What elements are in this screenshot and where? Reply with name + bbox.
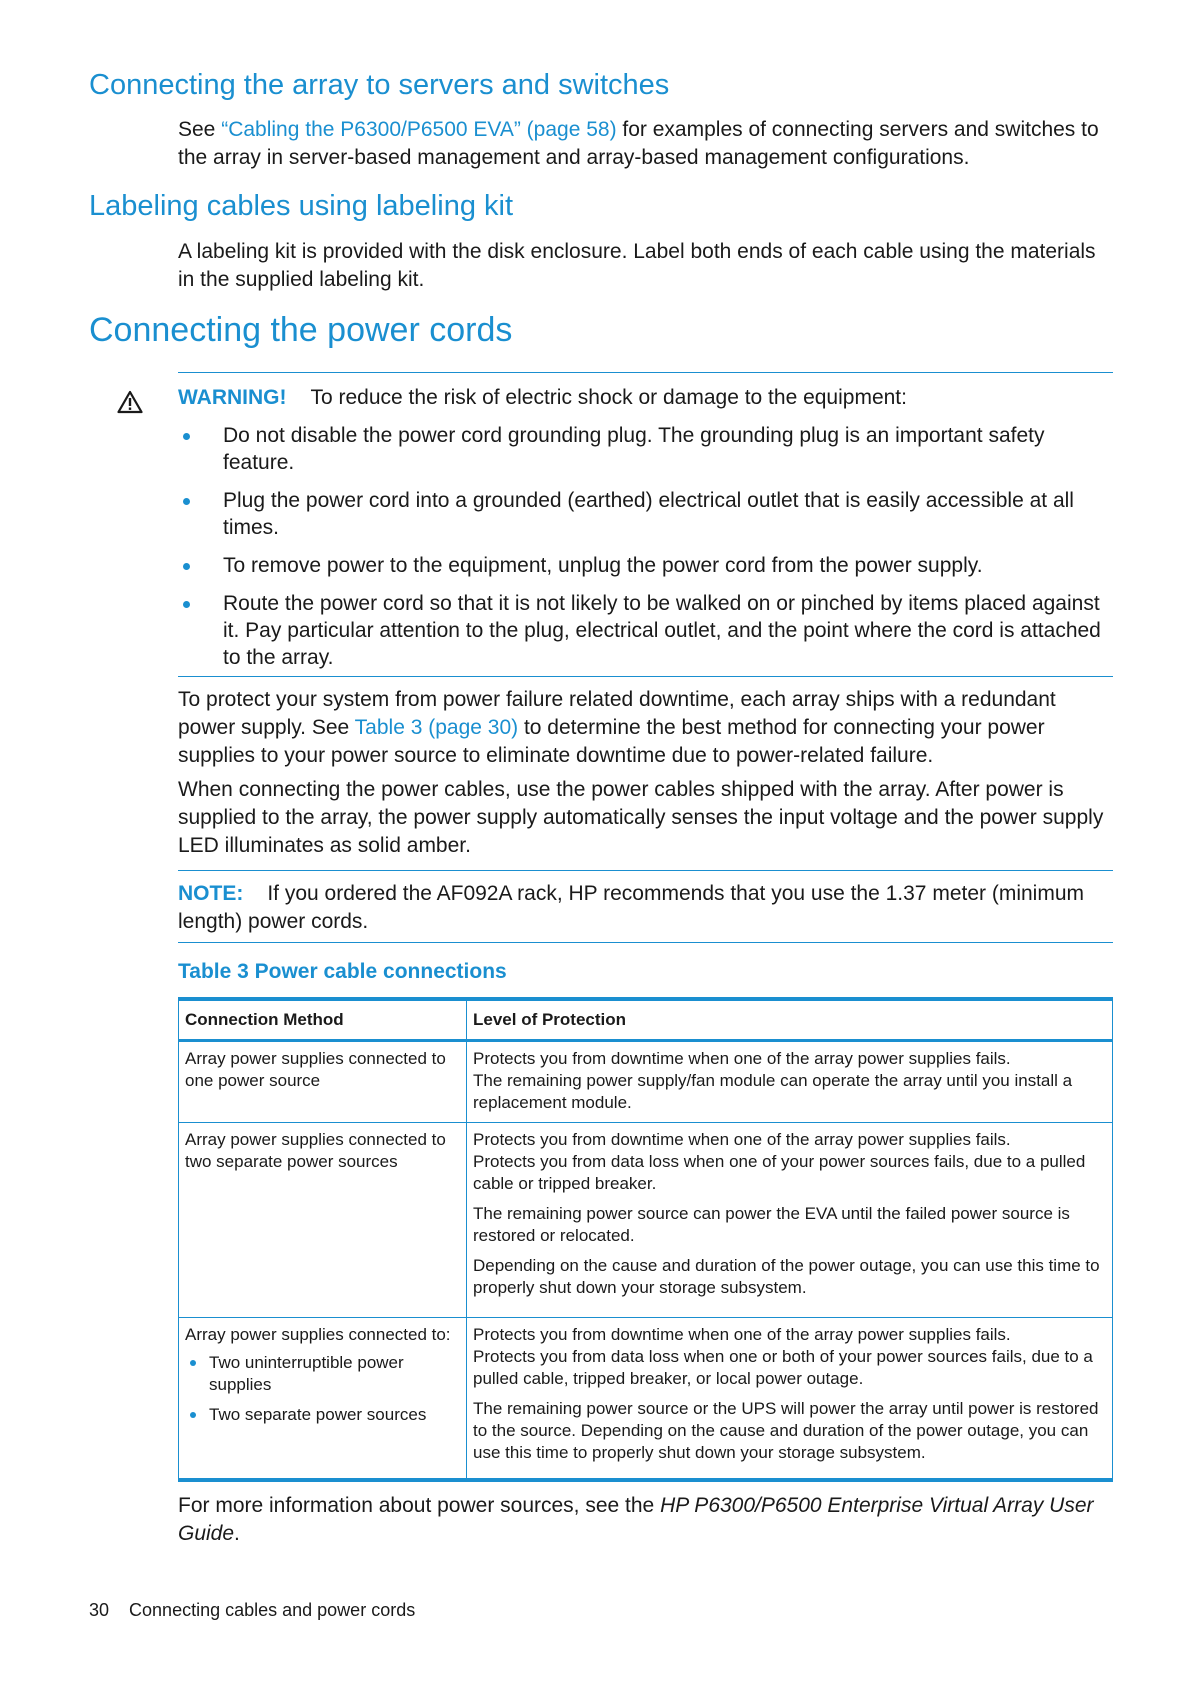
warning-bullet-list (178, 422, 1113, 682)
note-label: NOTE: (178, 882, 244, 905)
table-caption: Table 3 Power cable connections (178, 960, 507, 983)
protect-paragraph: To protect your system from power failure related downtime, each array ships with a redundant power supply. See Table 3 (page 30) to determine the best method for connecting your power supplies to your power source to eliminate downtime due to power-related failure. (178, 688, 1056, 767)
list-item: Two separate power sources (185, 1404, 460, 1426)
table-row (179, 1123, 1113, 1318)
table-row (179, 1041, 1113, 1123)
note-text: If you ordered the AF092A rack, HP recommends that you use the 1.37 meter (minimum length) power cords. (178, 882, 1085, 933)
warning-top-rule (178, 372, 1113, 373)
list-item: Route the power cord so that it is not likely to be walked on or pinched by items placed against it. Pay particular attention to the plug, electrical outlet, and the point where the cord is attached to the array. (178, 590, 1113, 671)
warning-bottom-rule (178, 676, 1113, 677)
list-item: Two uninterruptible power supplies (185, 1352, 460, 1396)
warning-text: To reduce the risk of electric shock or damage to the equipment: (310, 386, 907, 409)
table-row (179, 1318, 1113, 1481)
method-bullet-list (185, 1352, 460, 1426)
table-cell: Protects you from downtime when one of the array power supplies fails. Protects you from data loss when one of your power sources fails, due to a pulled cable or tripped breaker. The remaining power source can power the EVA until the failed power source is restored or relocated. Depending on the cause and duration of the power outage, you can use this time to properly shut down your storage subsystem. (467, 1123, 1113, 1318)
user-guide-title: HP P6300/P6500 Enterprise Virtual Array User Guide (178, 1494, 1094, 1545)
warning-label: WARNING! (178, 386, 287, 409)
servers-paragraph: See “Cabling the P6300/P6500 EVA” (page 58) for examples of connecting servers and switches to the array in server-based management and array-based management configurations. (178, 118, 1099, 169)
list-item: Do not disable the power cord grounding plug. The grounding plug is an important safety feature. (178, 422, 1113, 476)
column-header: Connection Method (179, 999, 467, 1041)
table-cell: Protects you from downtime when one of the array power supplies fails. Protects you from data loss when one or both of your power sources fails, due to a pulled cable, tripped breaker, or local power outage. The remaining power source or the UPS will power the array until power is restored to the source. Depending on the cause and duration of the power outage, you can use this time to properly shut down your storage subsystem. (467, 1318, 1113, 1481)
list-item: To remove power to the equipment, unplug the power cord from the power supply. (178, 552, 1113, 579)
cabling-link[interactable]: “Cabling the P6300/P6500 EVA” (page 58) (221, 118, 617, 141)
heading-labeling: Labeling cables using labeling kit (89, 190, 514, 222)
labeling-paragraph: A labeling kit is provided with the disk enclosure. Label both ends of each cable using the materials in the supplied labeling kit. (178, 240, 1096, 291)
warning-line (178, 384, 907, 412)
page-number: 30 (89, 1600, 110, 1620)
table-cell: Array power supplies connected to: Two uninterruptible power supplies Two separate power sources (179, 1318, 467, 1481)
more-info-paragraph: For more information about power sources, see the HP P6300/P6500 Enterprise Virtual Array User Guide. (178, 1494, 1094, 1545)
table-cell: Array power supplies connected to one power source (179, 1041, 467, 1123)
power-cable-table (178, 997, 1113, 1482)
heading-servers-switches: Connecting the array to servers and switches (89, 69, 670, 101)
cables-paragraph: When connecting the power cables, use the power cables shipped with the array. After power is supplied to the array, the power supply automatically senses the input voltage and the power supply LED illuminates as solid amber. (178, 778, 1104, 857)
list-item: Plug the power cord into a grounded (earthed) electrical outlet that is easily accessible at all times. (178, 487, 1113, 541)
table-cell: Array power supplies connected to two separate power sources (179, 1123, 467, 1318)
chapter-title: Connecting cables and power cords (129, 1600, 416, 1620)
note-paragraph (178, 880, 1113, 936)
table-header-row (179, 999, 1113, 1041)
note-top-rule (178, 870, 1113, 871)
heading-power-cords: Connecting the power cords (89, 311, 513, 349)
table-3-link[interactable]: Table 3 (page 30) (354, 716, 519, 739)
note-bottom-rule (178, 942, 1113, 943)
warning-triangle-icon (117, 390, 143, 414)
page-footer (89, 1600, 415, 1621)
column-header: Level of Protection (467, 999, 1113, 1041)
table-cell: Protects you from downtime when one of the array power supplies fails. The remaining power supply/fan module can operate the array until you install a replacement module. (467, 1041, 1113, 1123)
